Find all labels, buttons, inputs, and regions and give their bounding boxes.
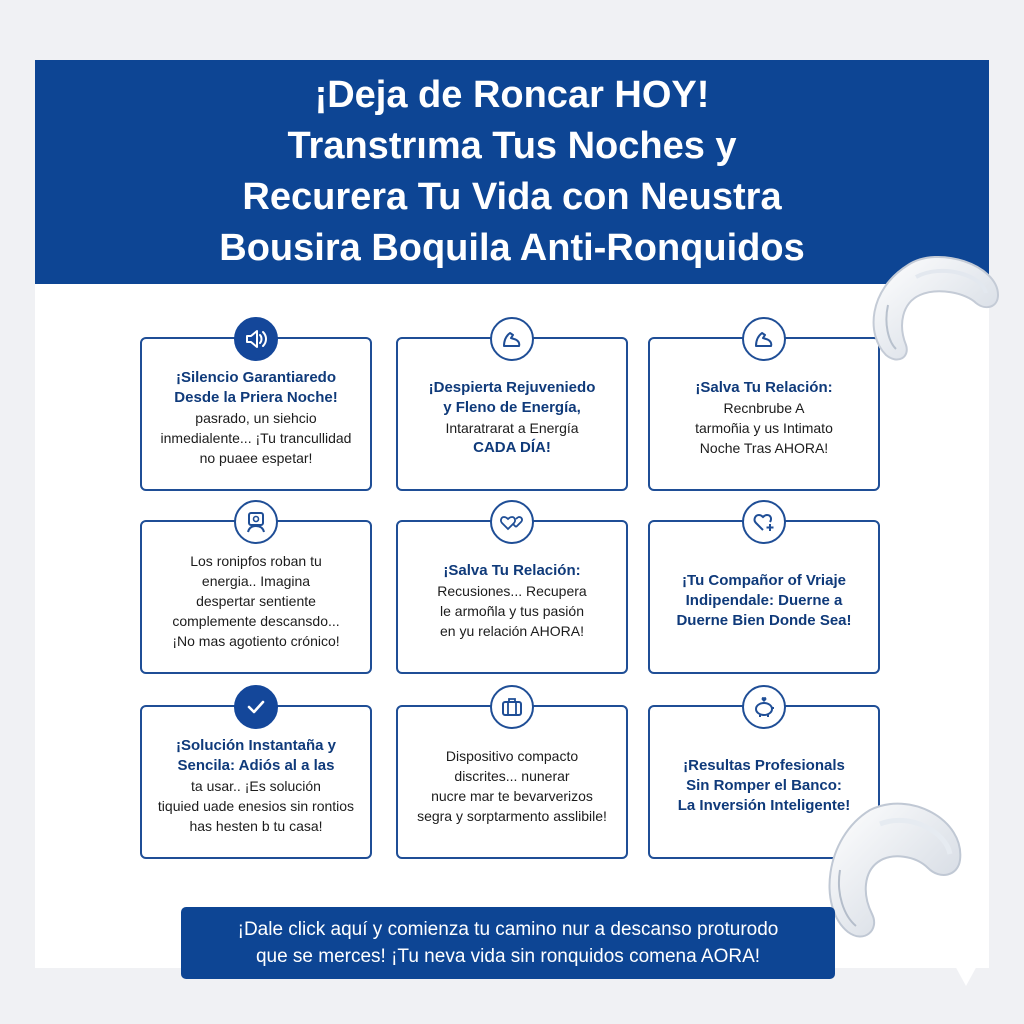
sleeping-person-icon [234,500,278,544]
card-heading: ¡Tu Compañor of Vriaje [682,572,846,589]
card-text: en yu relación AHORA! [440,623,584,639]
mouthguard-image [858,245,1008,375]
card-heading: Sin Romper el Banco: [686,777,842,794]
card-heading: Duerne Bien Donde Sea! [676,612,852,629]
card-heading: ¡Despierta Rejuveniedo [428,379,596,396]
card-heading: CADA DÍA! [473,439,551,456]
card-text: tiquied uade enesios sin rontios [157,798,355,814]
card-text: complemente descansdo... [172,613,340,629]
suitcase-icon [490,685,534,729]
flexed-arm-icon [742,317,786,361]
card-text: Dispositivo compacto [445,748,579,764]
card-text: Recusiones... Recupera [437,583,587,599]
flexed-arm-icon [490,317,534,361]
headline-line: Bousira Boquila Anti-Ronquidos [219,227,805,269]
card-text: nucre mar te bevarverizos [431,788,593,804]
card-text: pasrado, un siehcio [195,410,317,426]
piggy-bank-icon [742,685,786,729]
heart-plus-icon [742,500,786,544]
card-text: inmedialente... ¡Tu trancullidad [160,430,352,446]
cta-line: que se merces! ¡Tu neva vida sin ronquidos comena AORA! [255,946,761,967]
cta-line: ¡Dale click aquí y comienza tu camino nur a descanso proturodo [237,919,779,940]
card-text: Recnbrube A [723,400,805,416]
card-heading: Indipendale: Duerne a [685,592,843,609]
card-text: segra y sorptarmento asslibile! [417,808,607,824]
headline-line: ¡Deja de Roncar HOY! [314,74,710,116]
card-text: le armoñla y tus pasión [440,603,584,619]
card-heading: ¡Salva Tu Relación: [695,379,833,396]
card-text: ta usar.. ¡Es solución [191,778,321,794]
card-text: tarmoñia y us Intimato [695,420,833,436]
card-heading: ¡Silencio Garantiaredo [175,369,337,386]
card-heading: ¡Resultas Profesionals [683,757,845,774]
headline-line: Recurera Tu Vida con Neustra [242,176,782,218]
card-text: Intaratrarat a Energía [445,420,579,436]
card-text: discrites... nunerar [454,768,570,784]
card-text: ¡No mas agotiento crónico! [172,633,340,649]
speaker-icon [234,317,278,361]
headline-banner [35,60,989,284]
card-heading: y Fleno de Energía, [443,399,581,416]
card-heading: La Inversión Inteligente! [677,797,851,814]
card-heading: Sencila: Adiós al a las [177,757,335,774]
card-heading: ¡Salva Tu Relación: [443,562,581,579]
cta-button[interactable] [181,907,835,979]
card-text: despertar sentiente [196,593,316,609]
card-text: has hesten b tu casa! [189,818,323,834]
card-heading: Desde la Priera Noche! [174,389,338,406]
two-hearts-icon [490,500,534,544]
checkmark-icon [234,685,278,729]
card-text: no puaee espetar! [199,450,313,466]
headline-line: Transtrıma Tus Noches y [287,125,737,167]
card-text: Los ronipfos roban tu [190,553,322,569]
card-text: Noche Tras AHORA! [699,440,829,456]
card-text: energia.. Imagina [201,573,311,589]
card-heading: ¡Solución Instantaña y [175,737,337,754]
corner-pointer [954,964,978,986]
